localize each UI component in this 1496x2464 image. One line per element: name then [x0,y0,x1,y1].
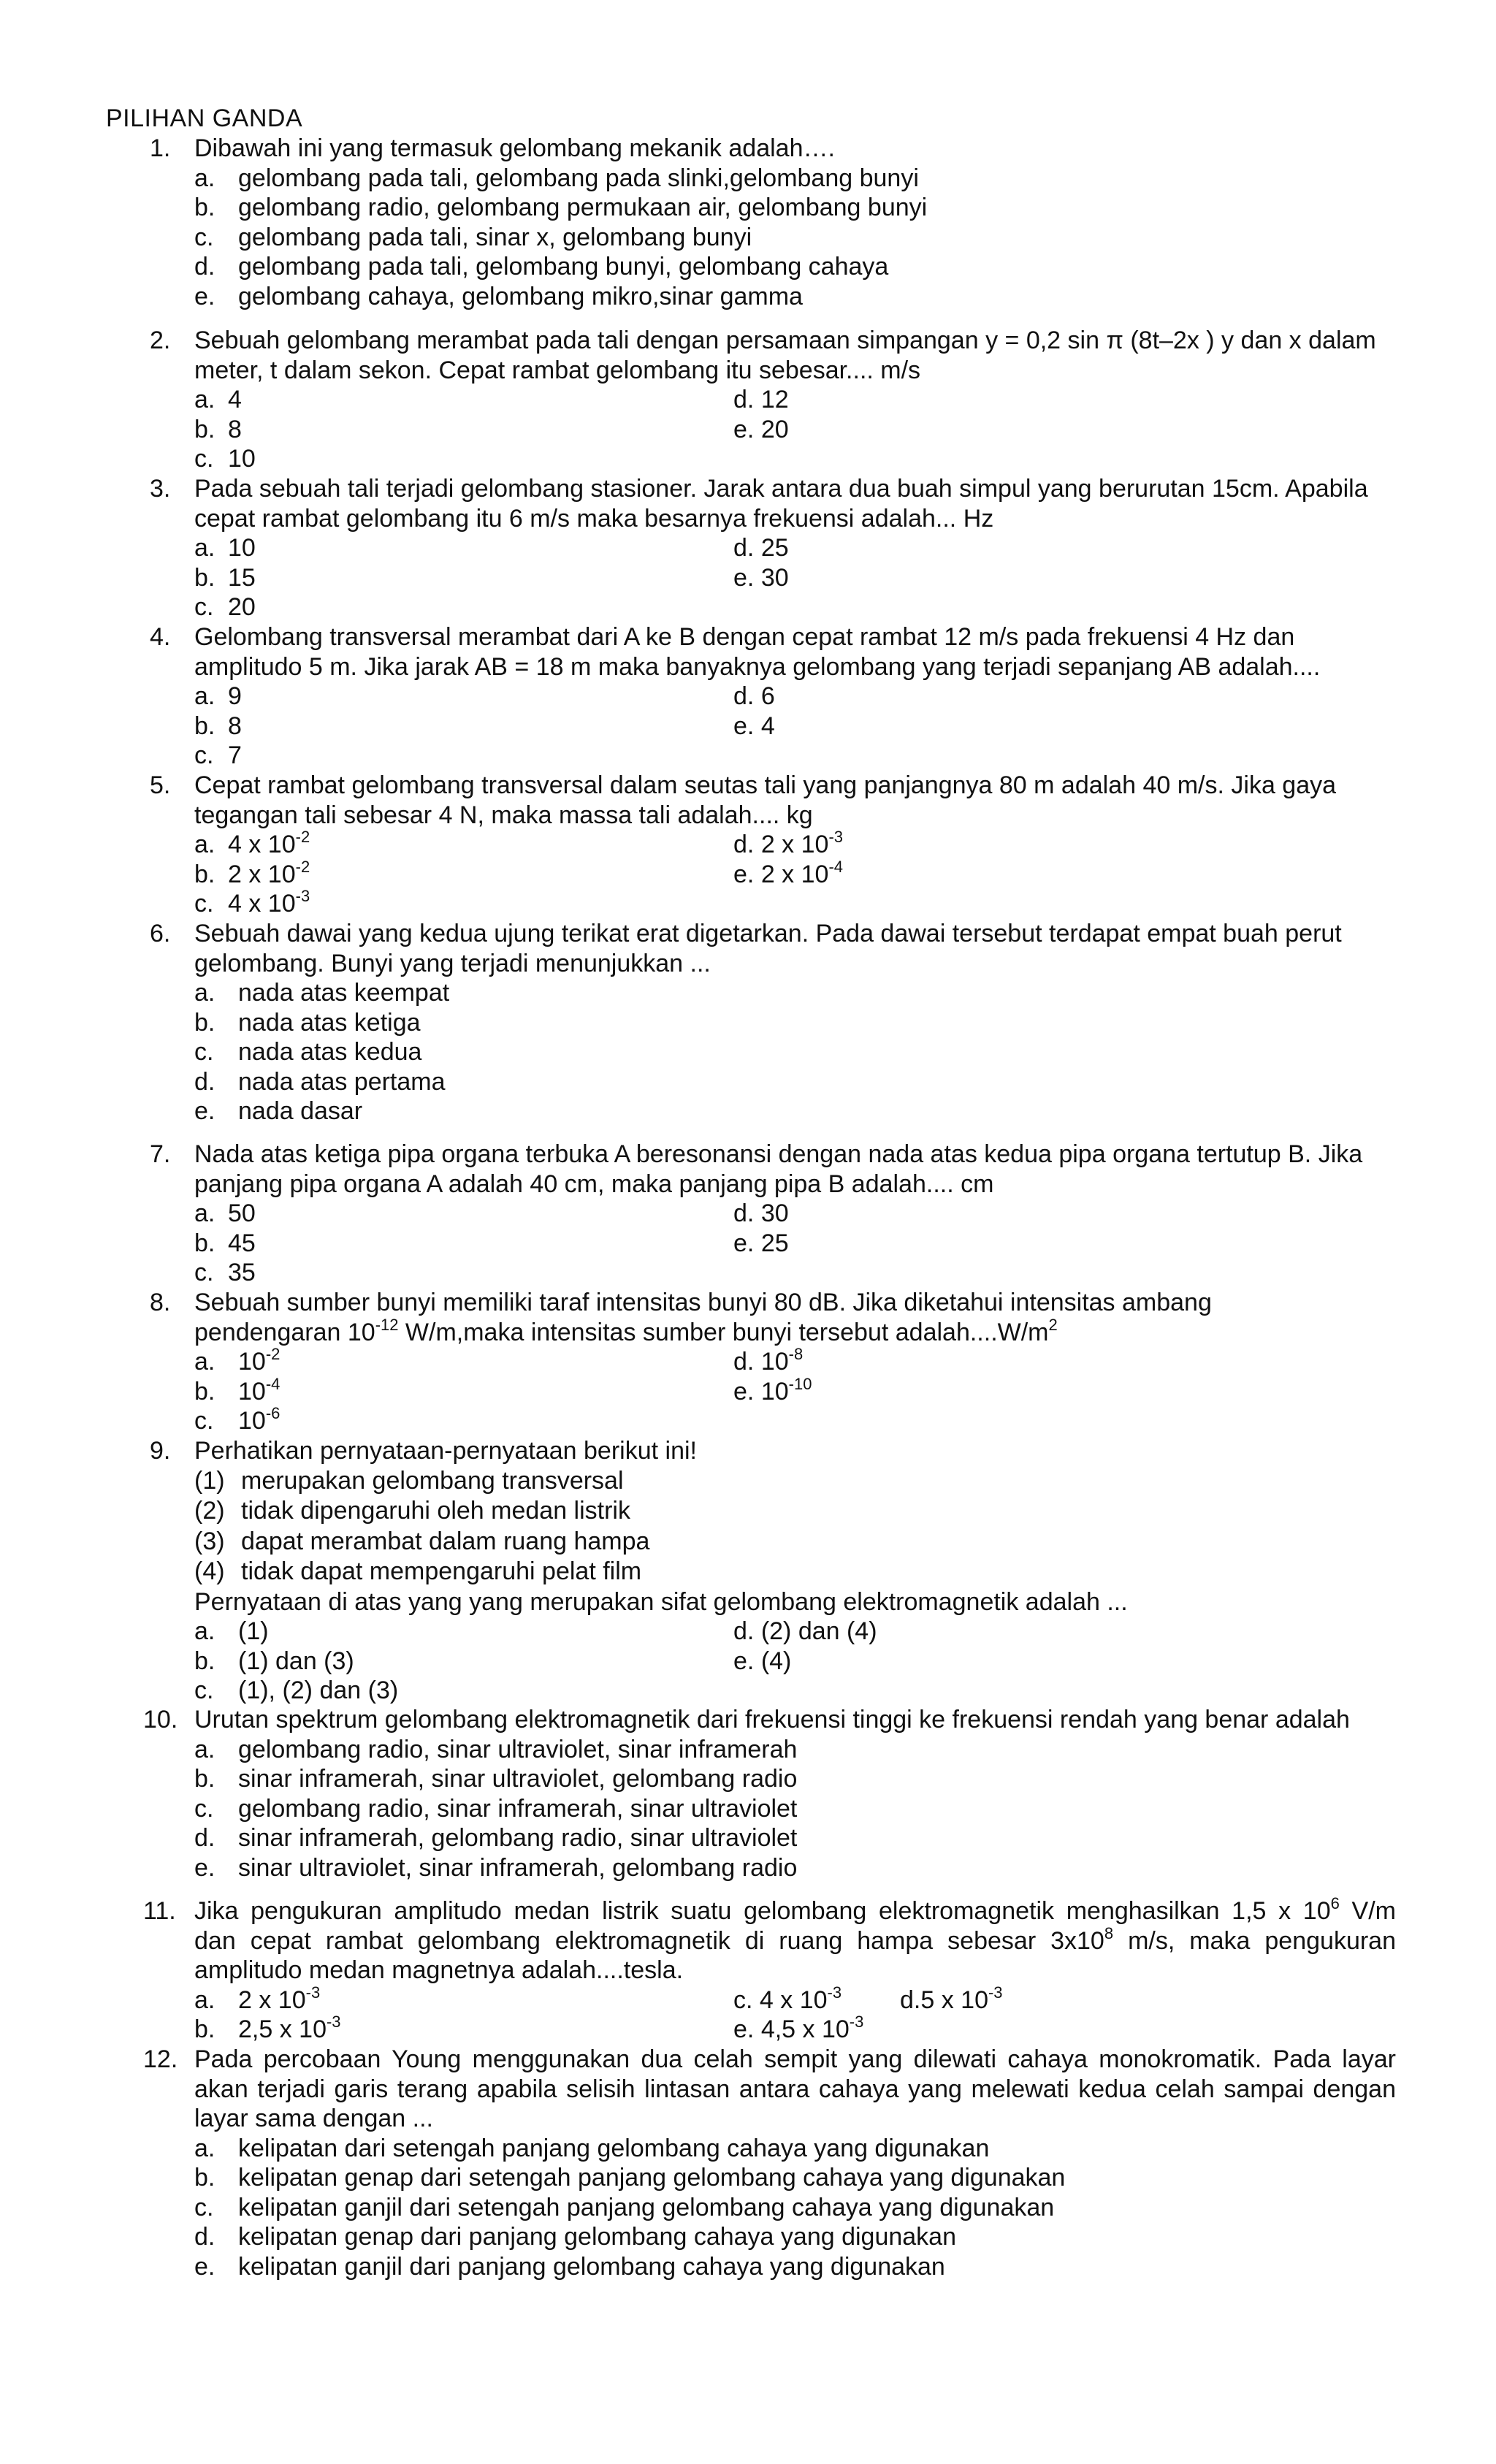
option-e: e. nada dasar [194,1097,363,1125]
option-row [0,1617,1496,1647]
option-c: c. 20 [194,593,256,621]
question-7 [0,1140,1496,1288]
option-d: d. (2) dan (4) [733,1617,877,1645]
question-text: Sebuah sumber bunyi memiliki taraf intensitas bunyi 80 dB. Jika diketahui intensitas ambang pendengaran $10^{-12}$ W/m,maka intensitas sumber bunyi tersebut $adalah....W/m^2$ [194,1289,1212,1346]
question-4 [0,622,1496,771]
question-number: 2. [150,327,171,354]
option-a: a. nada atas keempat [194,979,450,1007]
option-row [0,830,1496,860]
option-e: e. 25 [733,1229,789,1257]
option-row [0,1374,1496,1407]
statement-item: (4) tidak dapat mempengaruhi pelat film [194,1557,642,1585]
option-row [0,223,1496,253]
question-number: 8. [150,1289,171,1316]
question-text: Sebuah dawai yang kedua ujung terikat erat digetarkan. Pada dawai tersebut terdapat empat buah perut gelombang. Bunyi yang terjadi menunjukkan ... [194,920,1342,977]
option-row [0,1823,1496,1853]
question-12 [0,2045,1496,2281]
option-row [0,164,1496,194]
question-text: Perhatikan pernyataan-pernyataan berikut ini! [194,1437,697,1465]
option-row [0,978,1496,1008]
option-e: e. 4,5 x $10^{-3}$ [733,2013,864,2043]
option-row [0,2222,1496,2252]
question-number: 12. [143,2045,178,2073]
statement-item: (1) merupakan gelombang transversal [194,1466,624,1495]
option-c: c. gelombang radio, sinar inframerah, sinar ultraviolet [194,1794,798,1823]
option-e: e. (4) [733,1647,792,1675]
option-a: a. 50 [194,1199,256,1227]
option-row [0,712,1496,741]
option-row [0,1983,1496,2015]
question-8 [0,1288,1496,1436]
option-c: c. (1), (2) dan (3) [194,1677,399,1704]
question-11 [0,1896,1496,2045]
option-d: d. 2 x $10^{-3}$ [733,828,843,858]
option-row [0,2015,1496,2045]
option-e: e. 2 x $10^{-4}$ [733,857,843,888]
option-row [0,2163,1496,2193]
option-a: a. gelombang radio, sinar ultraviolet, sinar inframerah [194,1735,798,1763]
option-row [0,1853,1496,1883]
option-row [0,1647,1496,1677]
question-number: 9. [150,1437,171,1465]
option-b: b. (1) dan (3) [194,1647,354,1675]
option-b: b. 15 [194,563,256,592]
option-d: d. 6 [733,682,775,710]
option-b: b. 2,5 x $10^{-3}$ [194,2013,341,2043]
option-d: d. sinar inframerah, gelombang radio, sinar ultraviolet [194,1824,798,1852]
option-row [0,1676,1496,1706]
option-row [0,889,1496,919]
option-e: e. $10^{-10}$ [733,1374,812,1405]
option-c: c. kelipatan ganjil dari setengah panjang gelombang cahaya yang digunakan [194,2193,1055,2221]
option-c: c. 35 [194,1259,256,1286]
option-d: d.5 x $10^{-3}$ [900,1983,1003,2014]
option-row [0,1258,1496,1288]
option-row [0,385,1496,415]
section-heading: PILIHAN GANDA [106,104,303,132]
option-d: d. nada atas pertama [194,1067,446,1096]
question-number: 3. [150,475,171,503]
option-e: e. kelipatan ganjil dari panjang gelombang cahaya yang digunakan [194,2252,945,2281]
option-b: b. 2 x $10^{-2}$ [194,857,310,888]
option-d: d. 25 [733,534,789,562]
option-row [0,193,1496,223]
option-row [0,1735,1496,1765]
question-text: Dibawah ini yang termasuk gelombang mekanik adalah…. [194,134,835,162]
option-c: c. 4 x $10^{-3}$ [194,887,310,918]
option-b: b. 8 [194,712,242,740]
option-row [0,533,1496,563]
question-3 [0,474,1496,622]
option-b: b. 45 [194,1229,256,1257]
question-number: 11. [143,1897,176,1925]
option-e: e. 20 [733,415,789,443]
option-b: b. $10^{-4}$ [194,1374,280,1405]
option-row [0,592,1496,622]
option-d: d. kelipatan genap dari panjang gelombang cahaya yang digunakan [194,2223,956,2251]
question-number: 7. [150,1140,171,1168]
option-c: c. 10 [194,445,256,473]
question-text: Pada percobaan Young menggunakan dua celah sempit yang dilewati cahaya monokromatik. Pada layar akan terjadi garis terang apabila selisih lintasan antara cahaya yang melewati kedua celah sampai dengan layar sama dengan ... [194,2045,1396,2132]
option-c: c. gelombang pada tali, sinar x, gelombang bunyi [194,223,752,251]
option-row [0,252,1496,282]
option-e: e. 4 [733,712,775,740]
option-e: e. 30 [733,563,789,592]
option-row [0,1096,1496,1126]
option-c: c. $10^{-6}$ [194,1404,280,1435]
question-2 [0,326,1496,474]
option-a: a. 10 [194,534,256,562]
question-number: 1. [150,134,171,162]
option-row [0,415,1496,445]
question-text: Nada atas ketiga pipa organa terbuka A beresonansi dengan nada atas kedua pipa organa tertutup B. Jika panjang pipa organa A adalah 40 cm, maka panjang pipa B adalah.... cm [194,1140,1363,1198]
option-row [0,1764,1496,1794]
option-a: a. $10^{-2}$ [194,1345,280,1376]
question-number: 10. [143,1706,178,1733]
option-row [0,1008,1496,1038]
option-row [0,1347,1496,1377]
option-b: b. sinar inframerah, sinar ultraviolet, gelombang radio [194,1765,798,1793]
option-a: a. 4 [194,386,242,413]
option-a: a. 4 x $10^{-2}$ [194,828,310,858]
option-row [0,444,1496,474]
option-row [0,1406,1496,1436]
option-b: b. 8 [194,415,242,443]
option-a: a. (1) [194,1617,269,1645]
question-number: 4. [150,623,171,651]
option-row [0,1229,1496,1259]
option-d: d. 30 [733,1199,789,1227]
option-a: a. gelombang pada tali, gelombang pada slinki,gelombang bunyi [194,164,919,192]
statement-item: (3) dapat merambat dalam ruang hampa [194,1527,650,1555]
option-a: a. 2 x $10^{-3}$ [194,1983,321,2014]
option-c: c. 7 [194,741,242,769]
statement-item: (2) tidak dipengaruhi oleh medan listrik [194,1497,630,1525]
option-b: b. nada atas ketiga [194,1008,421,1037]
option-row [0,2193,1496,2223]
option-d: d. gelombang pada tali, gelombang bunyi, gelombang cahaya [194,253,889,281]
option-a: a. kelipatan dari setengah panjang gelombang cahaya yang digunakan [194,2134,990,2162]
option-row [0,857,1496,890]
option-row [0,1199,1496,1229]
question-number: 5. [150,771,171,799]
option-c: c. nada atas kedua [194,1038,422,1066]
option-row [0,682,1496,712]
question-text: Sebuah gelombang merambat pada tali dengan persamaan simpangan y = 0,2 sin π (8t–2x ) y dan x dalam meter, t dalam sekon. Cepat rambat gelombang itu sebesar.... m/s [194,327,1376,384]
question-text: Cepat rambat gelombang transversal dalam seutas tali yang panjangnya 80 m adalah 40 m/s. Jika gaya tegangan tali sebesar 4 N, maka massa tali adalah.... kg [194,771,1337,829]
option-row [0,1794,1496,1824]
question-text: Gelombang transversal merambat dari A ke B dengan cepat rambat 12 m/s pada frekuensi 4 Hz dan amplitudo 5 m. Jika jarak AB = 18 m maka banyaknya gelombang yang terjadi sepanjang AB adalah.... [194,623,1321,681]
option-e: e. gelombang cahaya, gelombang mikro,sinar gamma [194,282,803,310]
option-c: c. 4 x $10^{-3}$ [733,1983,842,2014]
option-d: d. $10^{-8}$ [733,1345,804,1376]
option-b: b. gelombang radio, gelombang permukaan air, gelombang bunyi [194,194,928,221]
question-5 [0,771,1496,919]
option-e: e. sinar ultraviolet, sinar inframerah, gelombang radio [194,1853,798,1882]
option-row [0,563,1496,593]
question-6 [0,919,1496,1126]
question-text: Urutan spektrum gelombang elektromagnetik dari frekuensi tinggi ke frekuensi rendah yang benar adalah [194,1706,1350,1733]
option-row [0,282,1496,312]
option-row [0,2252,1496,2282]
question-prompt: Pernyataan di atas yang yang merupakan sifat gelombang elektromagnetik adalah ... [194,1587,1128,1616]
question-number: 6. [150,920,171,947]
question-9 [0,1436,1496,1706]
option-row [0,2134,1496,2164]
option-b: b. kelipatan genap dari setengah panjang gelombang cahaya yang digunakan [194,2164,1066,2192]
option-a: a. 9 [194,682,242,710]
option-d: d. 12 [733,386,789,413]
question-10 [0,1705,1496,1883]
option-row [0,1037,1496,1067]
question-text: Pada sebuah tali terjadi gelombang stasioner. Jarak antara dua buah simpul yang berurutan 15cm. Apabila cepat rambat gelombang itu 6 m/s maka besarnya frekuensi adalah... Hz [194,475,1368,533]
option-row [0,1067,1496,1097]
option-row [0,741,1496,771]
question-1 [0,134,1496,311]
question-text: Jika pengukuran amplitudo medan listrik suatu gelombang elektromagnetik menghasilkan 1,5 x $10^6$ V/m dan cepat rambat gelombang elektromagnetik di ruang hampa sebesar $3x10^8$ m/s, maka pengukuran amplitudo medan magnetnya adalah....tesla. [194,1894,1396,1984]
